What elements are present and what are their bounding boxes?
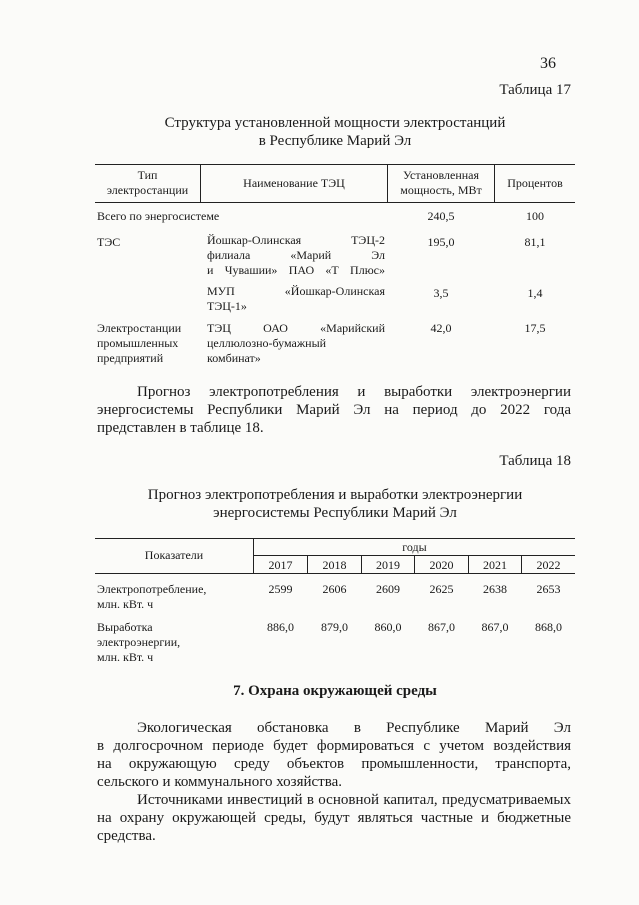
cell-text: млн. кВт. ч: [97, 650, 154, 664]
table-17-label: Таблица 17: [499, 82, 571, 98]
table-18-value: 879,0: [321, 620, 348, 634]
table-18-value: 2653: [536, 582, 561, 596]
cell-text: ТЭЦ ОАО «Марийский: [207, 321, 385, 335]
table-17-tec1-percent: 1,4: [527, 286, 543, 300]
cell-text: комбинат»: [207, 351, 261, 365]
paragraph-line: сельского и коммунального хозяйства.: [97, 774, 343, 790]
paragraph-line: Прогноз электропотребления и выработки электроэнергии: [137, 384, 571, 400]
table-17-industrial-percent: 17,5: [524, 321, 546, 335]
table-18-title-line1: Прогноз электропотребления и выработки электроэнергии: [147, 487, 523, 503]
table-17-tec1-capacity: 3,5: [433, 286, 449, 300]
header-text: мощность, МВт: [400, 183, 482, 197]
table-18-header-years: годы: [402, 540, 427, 554]
cell-text: МУП «Йошкар-Олинская: [207, 284, 385, 298]
table-17-name-tec1: [207, 284, 385, 314]
paragraph-line: представлен в таблице 18.: [97, 420, 264, 436]
table-18-value: 2625: [429, 582, 454, 596]
header-text: электростанции: [106, 183, 189, 197]
table-18-year: 2022: [536, 558, 561, 572]
section-heading: 7. Охрана окружающей среды: [233, 683, 437, 699]
table-17-tec2-capacity: 195,0: [427, 235, 455, 249]
paragraph-forecast-intro: [97, 383, 571, 437]
cell-text: млн. кВт. ч: [97, 597, 154, 611]
paragraph-investments: [97, 791, 571, 845]
table-18-value: 2638: [483, 582, 507, 596]
table-18-top-rule: [95, 538, 575, 539]
table-17-tec2-percent: 81,1: [524, 235, 546, 249]
table-18-value: 867,0: [428, 620, 455, 634]
cell-text: Электростанции: [97, 321, 182, 335]
table-18-header-rule: [95, 573, 575, 574]
table-17-title: [95, 114, 575, 150]
cell-text: электроэнергии,: [97, 635, 181, 649]
table-17-header-rule: [95, 202, 575, 203]
table-17-type-industrial: [97, 321, 181, 366]
paragraph-line: Источниками инвестиций в основной капитал, предусматриваемых: [137, 792, 571, 808]
paragraph-line: на охрану окружающей среды, будут являться частные и бюджетные: [97, 810, 571, 826]
header-text: Установленная: [402, 168, 480, 182]
cell-text: предприятий: [97, 351, 164, 365]
table-17-header-capacity: [388, 168, 494, 198]
table-18-year: 2020: [429, 558, 454, 572]
table-18-row-label-consumption: [97, 582, 206, 612]
table-17-total-capacity: 240,5: [427, 209, 455, 223]
paragraph-line: энергосистемы Республики Марий Эл на период до 2022 года: [97, 402, 571, 418]
table-18-year: 2021: [483, 558, 507, 572]
table-18-value: 2599: [268, 582, 293, 596]
table-18-value: 2606: [322, 582, 347, 596]
cell-text: и Чувашии» ПАО «Т Плюс»: [207, 263, 385, 277]
table-18-value: 886,0: [267, 620, 294, 634]
table-17-name-industrial: [207, 321, 385, 366]
table-18-value: 2609: [376, 582, 400, 596]
table-17-total-label: Всего по энергосистеме: [97, 209, 220, 223]
cell-text: целлюлозно-бумажный: [207, 336, 327, 350]
table-17-type-tes: ТЭС: [97, 235, 121, 249]
table-18-header-indicators: Показатели: [144, 548, 204, 562]
paragraph-ecology: [97, 719, 571, 791]
paragraph-line: средства.: [97, 828, 156, 844]
table-18-year: 2018: [322, 558, 347, 572]
table-18-title-line2: энергосистемы Республики Марий Эл: [213, 505, 457, 521]
table-18-row-label-generation: [97, 620, 180, 665]
table-18-year: 2019: [376, 558, 400, 572]
table-17-header-name: Наименование ТЭЦ: [243, 176, 345, 190]
table-18-value: 868,0: [535, 620, 562, 634]
table-17-title-line2: в Республике Марий Эл: [258, 133, 412, 149]
page-number: 36: [540, 55, 556, 72]
cell-text: Электропотребление,: [97, 582, 207, 596]
table-18-label: Таблица 18: [499, 453, 571, 469]
cell-text: Йошкар-Олинская ТЭЦ-2: [207, 233, 385, 247]
table-18-title: [95, 486, 575, 522]
table-18-value: 860,0: [374, 620, 402, 634]
cell-text: ТЭЦ-1»: [207, 299, 247, 313]
paragraph-line: Экологическая обстановка в Республике Марий Эл: [137, 720, 571, 736]
table-17-header-type: [95, 168, 200, 198]
table-17-header-percent: Процентов: [507, 176, 563, 190]
cell-text: филиала «Марий Эл: [207, 248, 385, 262]
header-text: Тип: [137, 168, 158, 182]
table-17-industrial-capacity: 42,0: [430, 321, 452, 335]
table-18-value: 867,0: [481, 620, 509, 634]
cell-text: промышленных: [97, 336, 179, 350]
table-17-top-rule: [95, 164, 575, 165]
table-18-year: 2017: [268, 558, 293, 572]
table-17-name-tec2: [207, 233, 385, 278]
cell-text: Выработка: [97, 620, 153, 634]
table-17-title-line1: Структура установленной мощности электростанций: [164, 115, 506, 131]
table-17-total-percent: 100: [526, 209, 544, 223]
paragraph-line: на окружающую среду объектов промышленности, транспорта,: [97, 756, 571, 772]
paragraph-line: в долгосрочном периоде будет формироваться с учетом воздействия: [97, 738, 571, 754]
